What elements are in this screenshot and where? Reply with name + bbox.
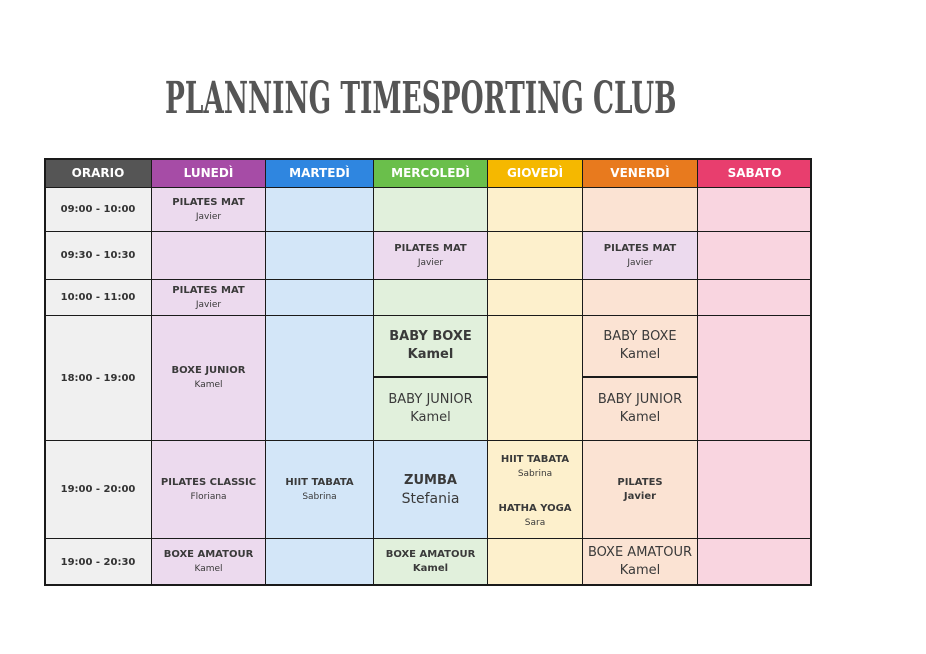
class-name: PILATES MAT [394,242,467,254]
time-cell: 09:00 - 10:00 [44,187,152,232]
header-orario: ORARIO [44,158,152,188]
header-giovedi: GIOVEDÌ [487,158,583,188]
class-name: PILATES CLASSIC [160,476,257,488]
class-cell[interactable] [582,315,698,378]
class-name: HIIT TABATA [285,476,354,488]
instructor: Sabrina [517,469,553,479]
class-name: BABY JUNIOR [597,392,683,407]
class-cell[interactable] [582,538,698,586]
class-cell[interactable] [487,440,583,494]
class-name: PILATES [617,476,663,488]
empty-cell [487,279,583,316]
class-cell[interactable] [265,440,374,539]
empty-cell [697,440,812,539]
empty-cell [697,315,812,441]
empty-cell [265,231,374,280]
empty-cell [487,315,583,441]
class-name: PILATES MAT [172,284,245,296]
class-cell[interactable] [151,315,266,441]
class-cell[interactable] [487,493,583,539]
empty-cell [697,187,812,232]
class-cell[interactable] [582,440,698,539]
class-cell[interactable] [582,377,698,441]
empty-cell [265,279,374,316]
instructor: Kamel [407,347,454,362]
instructor: Javier [195,211,222,222]
instructor: Kamel [619,563,661,578]
page-title: PLANNING TIMESPORTING CLUB [165,73,677,124]
header-lunedi: LUNEDÌ [151,158,266,188]
class-cell[interactable] [151,279,266,316]
empty-cell [265,538,374,586]
time-cell: 19:00 - 20:30 [44,538,152,586]
class-name: BABY BOXE [603,329,677,344]
time-cell: 09:30 - 10:30 [44,231,152,280]
instructor: Javier [623,490,657,502]
instructor: Kamel [194,564,223,574]
header-mercoledi: MERCOLEDÌ [373,158,488,188]
empty-cell [487,231,583,280]
instructor: Javier [195,299,222,310]
class-name: BOXE AMATOUR [385,549,476,560]
instructor: Floriana [190,491,227,502]
empty-cell [265,187,374,232]
empty-cell [582,279,698,316]
instructor: Kamel [194,380,223,390]
empty-cell [487,187,583,232]
instructor: Kamel [410,410,451,425]
time-cell: 18:00 - 19:00 [44,315,152,441]
instructor: Kamel [619,347,661,362]
empty-cell [487,538,583,586]
header-sabato: SABATO [697,158,812,188]
instructor: Kamel [412,563,449,574]
class-name: BOXE JUNIOR [171,365,246,376]
class-name: PILATES MAT [172,196,245,208]
class-cell[interactable] [151,538,266,586]
instructor: Sabrina [302,491,337,502]
empty-cell [697,231,812,280]
time-cell: 19:00 - 20:00 [44,440,152,539]
header-venerdi: VENERDÌ [582,158,698,188]
class-name: BOXE AMATOUR [587,545,693,560]
header-martedi: MARTEDÌ [265,158,374,188]
empty-cell [697,279,812,316]
empty-cell [151,231,266,280]
empty-cell [373,279,488,316]
class-cell[interactable] [373,377,488,441]
empty-cell [373,187,488,232]
class-cell[interactable] [582,231,698,280]
class-name: HIIT TABATA [500,454,570,465]
class-cell[interactable] [151,440,266,539]
class-cell[interactable] [373,440,488,539]
class-name: BABY BOXE [389,329,472,344]
instructor: Kamel [619,410,661,425]
class-name: BABY JUNIOR [388,392,473,407]
instructor: Sara [524,517,546,528]
instructor: Javier [627,257,653,268]
class-cell[interactable] [373,538,488,586]
class-cell[interactable] [373,231,488,280]
class-name: BOXE AMATOUR [163,549,254,560]
class-name: HATHA YOGA [498,502,572,514]
class-name: PILATES MAT [603,242,677,254]
class-cell[interactable] [151,187,266,232]
class-name: ZUMBA [404,472,457,488]
instructor: Javier [417,257,444,268]
time-cell: 10:00 - 11:00 [44,279,152,316]
empty-cell [265,315,374,441]
class-cell[interactable] [373,315,488,378]
empty-cell [697,538,812,586]
instructor: Stefania [401,490,460,507]
empty-cell [582,187,698,232]
